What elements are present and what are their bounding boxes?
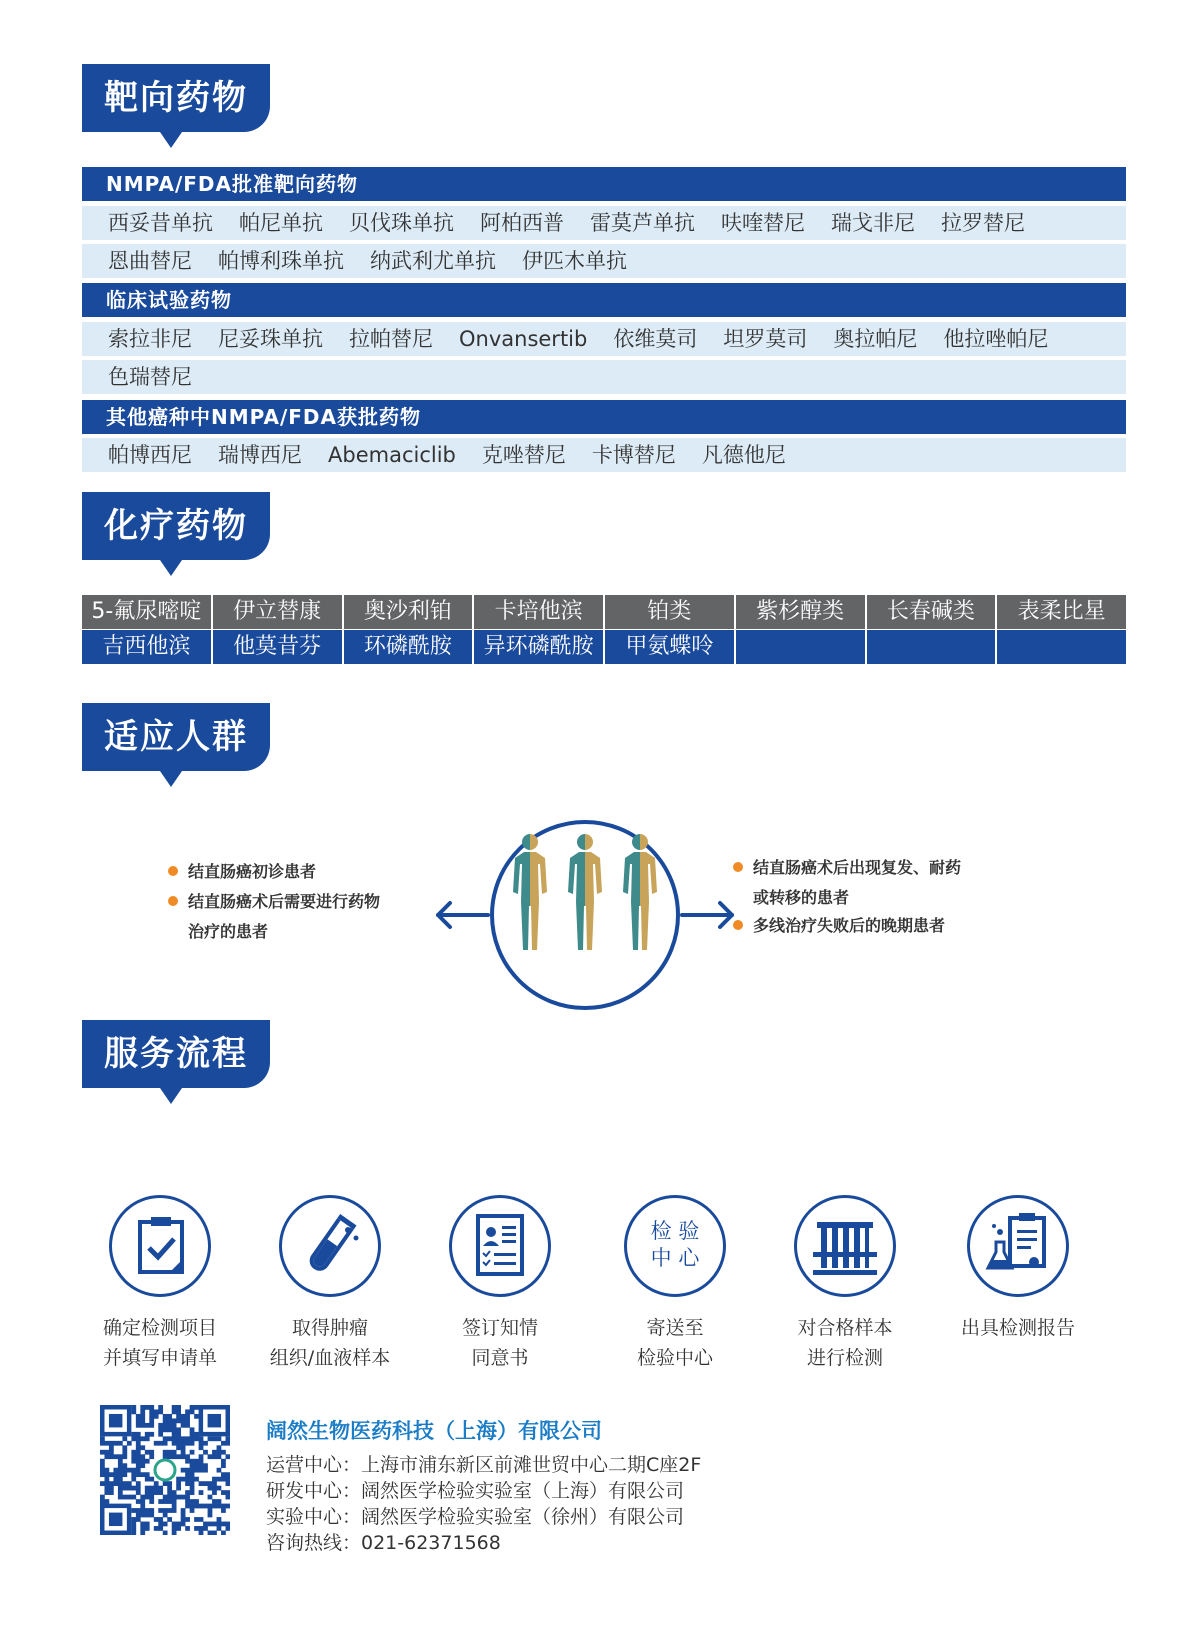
section-tag-targeted: 靶向药物	[82, 64, 270, 132]
test-tube-icon	[279, 1195, 381, 1297]
chemo-drug-cell: 环磷酰胺	[344, 630, 473, 664]
population-figure	[430, 815, 740, 1015]
chemo-drug-cell: 长春碱类	[867, 595, 996, 629]
bullet-dot-icon	[733, 920, 743, 930]
chemo-drug-cell	[736, 630, 865, 664]
report-icon	[967, 1195, 1069, 1297]
chemo-drug-cell: 铂类	[605, 595, 734, 629]
population-right-item-1: 结直肠癌术后出现复发、耐药 或转移的患者	[733, 853, 961, 913]
other-drugs-header: 其他癌种中NMPA/FDA获批药物	[82, 400, 1126, 434]
drug-name: 奥拉帕尼	[833, 327, 918, 351]
drug-name: 卡博替尼	[591, 443, 676, 467]
lab-center: 实验中心：阔然医学检验实验室（徐州）有限公司	[266, 1506, 685, 1528]
drug-name: 尼妥珠单抗	[218, 327, 323, 351]
drug-name: 帕博西尼	[108, 443, 192, 467]
process-step-6: 出具检测报告	[933, 1195, 1103, 1343]
process-step-4: 检 验 中 心 寄送至 检验中心	[590, 1195, 760, 1373]
process-step-1: 确定检测项目 并填写申请单	[75, 1195, 245, 1373]
bullet-dot-icon	[168, 866, 178, 876]
trial-drugs-header: 临床试验药物	[82, 283, 1126, 317]
chemo-drug-cell: 伊立替康	[213, 595, 342, 629]
bullet-dot-icon	[168, 896, 178, 906]
chemo-drug-cell: 他莫昔芬	[213, 630, 342, 664]
population-left-item-2: 结直肠癌术后需要进行药物 治疗的患者	[168, 887, 380, 947]
chemo-drug-cell: 奥沙利铂	[344, 595, 473, 629]
population-left-item-1: 结直肠癌初诊患者	[168, 857, 316, 887]
drug-name: 依维莫司	[613, 327, 698, 351]
drug-name: 帕尼单抗	[239, 211, 323, 235]
drug-name: 呋喹替尼	[721, 211, 805, 235]
population-right-item-2: 多线治疗失败后的晚期患者	[733, 911, 945, 941]
drug-name: 恩曲替尼	[108, 249, 192, 273]
chemo-drug-cell	[867, 630, 996, 664]
other-drugs-row-1	[82, 438, 1126, 472]
drug-name: 瑞博西尼	[218, 443, 302, 467]
drug-name: 雷莫芦单抗	[590, 211, 695, 235]
trial-drugs-row-1	[82, 322, 1126, 356]
person-icon	[568, 834, 602, 950]
chemo-drug-cell: 卡培他滨	[474, 595, 603, 629]
process-step-2: 取得肿瘤 组织/血液样本	[245, 1195, 415, 1373]
operation-center: 运营中心：上海市浦东新区前滩世贸中心二期C座2F	[266, 1454, 702, 1476]
chemo-drug-cell	[997, 630, 1126, 664]
chemo-drug-cell: 甲氨蝶呤	[605, 630, 734, 664]
chemo-drug-cell: 5-氟尿嘧啶	[82, 595, 211, 629]
drug-name: 纳武利尤单抗	[370, 249, 496, 273]
hotline: 咨询热线：021-62371568	[266, 1532, 501, 1554]
section-tag-chemo: 化疗药物	[82, 492, 270, 560]
drug-name: 拉帕替尼	[349, 327, 433, 351]
drug-name: 西妥昔单抗	[108, 211, 213, 235]
process-step-3: 签订知情 同意书	[415, 1195, 585, 1373]
drug-name: 克唑替尼	[481, 443, 566, 467]
approved-drugs-row-2	[82, 244, 1126, 278]
chemo-drug-cell: 异环磷酰胺	[474, 630, 603, 664]
drug-name: 帕博利珠单抗	[218, 249, 344, 273]
drug-name: 凡德他尼	[701, 443, 786, 467]
clipboard-check-icon	[109, 1195, 211, 1297]
approved-drugs-header: NMPA/FDA批准靶向药物	[82, 167, 1126, 201]
drug-name: 瑞戈非尼	[831, 211, 915, 235]
test-tube-rack-icon	[794, 1195, 896, 1297]
chemo-row-2	[82, 630, 1126, 664]
lab-center-icon: 检 验 中 心	[624, 1195, 726, 1297]
bullet-dot-icon	[733, 862, 743, 872]
drug-name: 索拉非尼	[108, 327, 192, 351]
process-step-5: 对合格样本 进行检测	[760, 1195, 930, 1373]
approved-drugs-row-1	[82, 206, 1126, 240]
drug-name: 伊匹木单抗	[522, 249, 627, 273]
drug-name: 贝伐珠单抗	[349, 211, 454, 235]
drug-name: 拉罗替尼	[941, 211, 1025, 235]
rnd-center: 研发中心：阔然医学检验实验室（上海）有限公司	[266, 1480, 685, 1502]
drug-name: 他拉唑帕尼	[943, 327, 1049, 351]
drug-name: 阿柏西普	[480, 211, 564, 235]
chemo-drug-cell: 表柔比星	[997, 595, 1126, 629]
chemo-row-1	[82, 595, 1126, 629]
drug-name: 色瑞替尼	[108, 365, 192, 389]
section-tag-population: 适应人群	[82, 703, 270, 771]
chemo-drug-cell: 紫杉醇类	[736, 595, 865, 629]
qr-code-icon	[100, 1405, 230, 1535]
section-tag-process: 服务流程	[82, 1020, 270, 1088]
drug-name: Abemaciclib	[328, 443, 456, 467]
consent-form-icon	[449, 1195, 551, 1297]
drug-name: 坦罗莫司	[723, 327, 808, 351]
drug-name: Onvansertib	[459, 327, 588, 351]
trial-drugs-row-2	[82, 360, 1126, 394]
chemo-drug-cell: 吉西他滨	[82, 630, 211, 664]
company-name: 阔然生物医药科技（上海）有限公司	[266, 1419, 602, 1443]
